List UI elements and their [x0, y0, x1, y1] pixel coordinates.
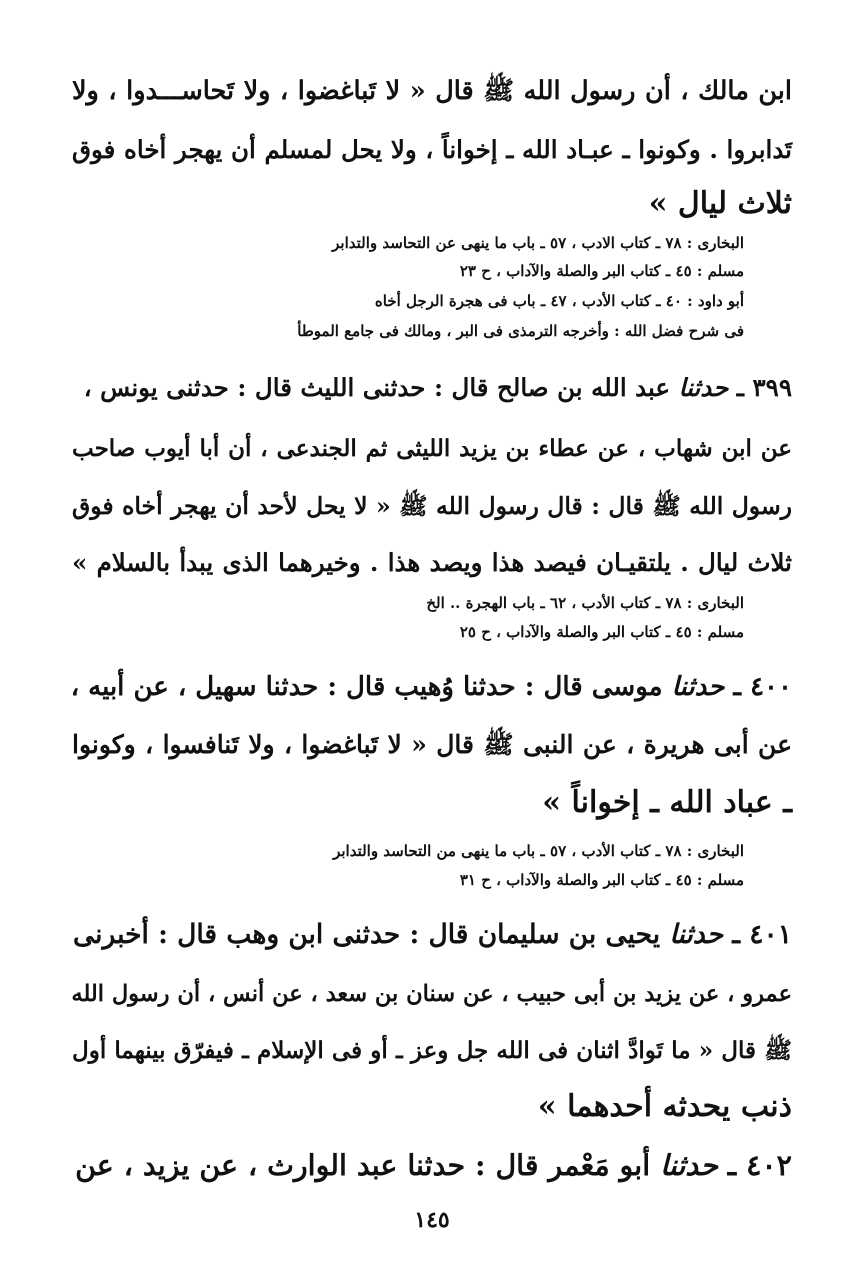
reference-line: البخارى : ٧٨ ـ كتاب الأدب ، ٦٢ ـ باب الهجرة .. الخ: [426, 594, 744, 612]
text-line: ثلاث ليال . يلتقيـان فيصد هذا ويصد هذا . وخيرهما الذى يبدأ بالسلام »: [72, 548, 792, 577]
hadith-header-401: ٤٠١ ـ حدثنا يحيى بن سليمان قال : حدثنى ابن وهب قال : أخبرنى: [73, 919, 792, 950]
reference-line: البخارى : ٧٨ ـ كتاب الأدب ، ٥٧ ـ باب ما ينهى من التحاسد والتدابر: [333, 842, 744, 860]
text-line: تَدابروا . وكونوا ـ عبـاد الله ـ إخواناً ، ولا يحل لمسلم أن يهجر أخاه فوق: [72, 135, 792, 164]
reference-line: مسلم : ٤٥ ـ كتاب البر والصلة والآداب ، ح ٢٣: [459, 262, 744, 280]
text-line: ﷺ قال « ما تَوادَّ اثنان فى الله جل وعز ـ أو فى الإسلام ـ فيفرّق بينهما أول: [72, 1037, 792, 1064]
text-line: ـ عباد الله ـ إخواناً »: [542, 785, 792, 820]
hadith-text: عبد الله بن صالح قال : حدثنى الليث قال : حدثنى يونس ،: [83, 373, 671, 402]
hadith-number: ٣٩٩: [752, 373, 792, 402]
text-line: عن أبى هريرة ، عن النبى ﷺ قال « لا تَباغضوا ، ولا تَنافسوا ، وكونوا: [72, 730, 792, 759]
hadith-text: أبو مَعْمر قال : حدثنا عبد الوارث ، عن يزيد ، عن: [75, 1148, 651, 1182]
hadith-header-399: ٣٩٩ ـ حدثنا عبد الله بن صالح قال : حدثنى الليث قال : حدثنى يونس ،: [83, 373, 792, 402]
reference-line: مسلم : ٤٥ ـ كتاب البر والصلة والآداب ، ح ٢٥: [459, 623, 744, 641]
text-line: رسول الله ﷺ قال : قال رسول الله ﷺ « لا يحل لأحد أن يهجر أخاه فوق: [72, 492, 792, 520]
page-number: ١٤٥: [414, 1207, 450, 1233]
hadith-header-400: ٤٠٠ ـ حدثنا موسى قال : حدثنا وُهيب قال : حدثنا سهيل ، عن أبيه ،: [70, 672, 792, 702]
text-line: ذنب يحدثه أحدهما »: [537, 1089, 792, 1124]
hadith-label: حدثنا: [671, 672, 725, 702]
hadith-label: حدثنا: [678, 373, 729, 402]
hadith-label: حدثنا: [669, 919, 724, 950]
reference-line: البخارى : ٧٨ ـ كتاب الادب ، ٥٧ ـ باب ما ينهى عن التحاسد والتدابر: [332, 234, 744, 252]
reference-line: مسلم : ٤٥ ـ كتاب البر والصلة والآداب ، ح ٣١: [459, 871, 744, 889]
reference-line: أبو داود : ٤٠ ـ كتاب الأدب ، ٤٧ ـ باب فى هجرة الرجل أخاه: [374, 292, 744, 310]
hadith-header-402: ٤٠٢ ـ حدثنا أبو مَعْمر قال : حدثنا عبد الوارث ، عن يزيد ، عن: [75, 1148, 792, 1182]
text-line: ثلاث ليال »: [648, 186, 792, 221]
text-line: عن ابن شهاب ، عن عطاء بن يزيد الليثى ثم الجندعى ، أن أبا أيوب صاحب: [72, 435, 792, 462]
hadith-text: يحيى بن سليمان قال : حدثنى ابن وهب قال : أخبرنى: [73, 919, 661, 950]
text-line: عمرو ، عن يزيد بن أبى حبيب ، عن سنان بن سعد ، عن أنس ، أن رسول الله: [71, 981, 792, 1007]
hadith-number: ٤٠١: [749, 919, 792, 950]
hadith-number: ٤٠٠: [750, 672, 792, 702]
hadith-text: موسى قال : حدثنا وُهيب قال : حدثنا سهيل ، عن أبيه ،: [70, 672, 663, 702]
hadith-number: ٤٠٢: [746, 1148, 792, 1182]
hadith-label: حدثنا: [660, 1148, 718, 1182]
text-line: ابن مالك ، أن رسول الله ﷺ قال « لا تَباغضوا ، ولا تَحاســـدوا ، ولا: [72, 76, 792, 106]
reference-line: فى شرح فضل الله : وأخرجه الترمذى فى البر ، ومالك فى جامع الموطأ: [297, 322, 744, 340]
